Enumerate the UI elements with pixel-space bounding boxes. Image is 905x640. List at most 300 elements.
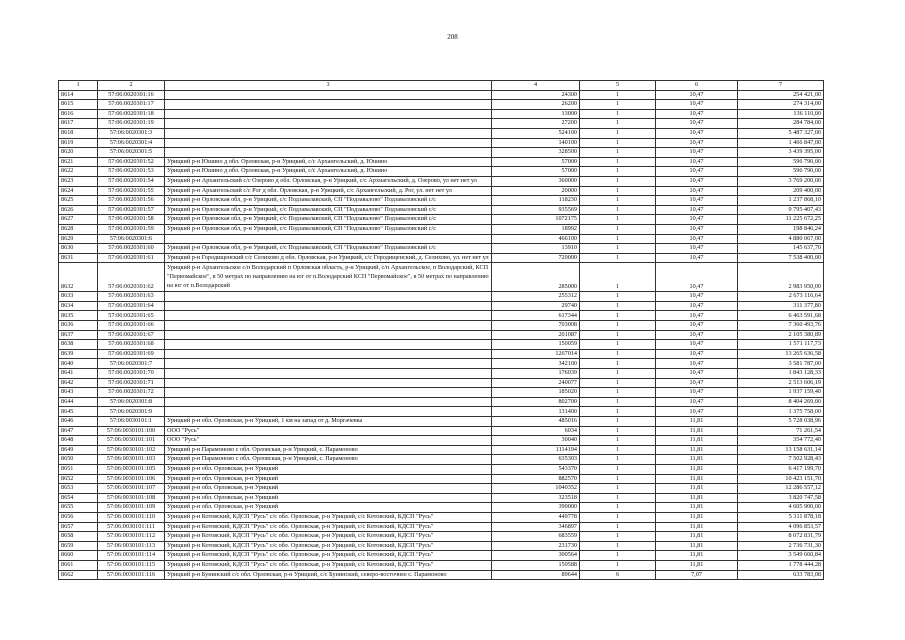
address-cell xyxy=(165,321,492,331)
area-cell: 342100 xyxy=(492,359,580,369)
count-cell: 1 xyxy=(580,90,656,100)
table-row xyxy=(59,301,824,311)
table-row xyxy=(59,128,824,138)
address-cell xyxy=(165,369,492,379)
table-row xyxy=(59,436,824,446)
count-cell: 1 xyxy=(580,330,656,340)
count-cell: 1 xyxy=(580,541,656,551)
rate-cell: 10,47 xyxy=(656,321,738,331)
area-cell: 131400 xyxy=(492,407,580,417)
table-row xyxy=(59,330,824,340)
table-row xyxy=(59,388,824,398)
cadastral-value-cell: 11 225 672,25 xyxy=(738,215,824,225)
column-header: 3 xyxy=(165,81,492,91)
count-cell: 1 xyxy=(580,138,656,148)
cadastral-number-cell: 57:06:0030101:114 xyxy=(98,551,165,561)
cadastral-number-cell: 57:06:0020301:62 xyxy=(98,263,165,292)
table-row xyxy=(59,253,824,263)
area-cell: 449778 xyxy=(492,512,580,522)
cadastral-value-cell: 284 784,00 xyxy=(738,119,824,129)
row-number-cell: 8647 xyxy=(59,426,98,436)
cadastral-number-cell: 57:06:0020301:5 xyxy=(98,148,165,158)
rate-cell: 10,47 xyxy=(656,340,738,350)
row-number-cell: 8662 xyxy=(59,570,98,580)
area-cell: 524100 xyxy=(492,128,580,138)
row-number-cell: 8642 xyxy=(59,378,98,388)
rate-cell: 10,47 xyxy=(656,301,738,311)
cadastral-number-cell: 57:06:0020301:56 xyxy=(98,196,165,206)
row-number-cell: 8637 xyxy=(59,330,98,340)
address-cell: Урицкий р-н Котовский, КДСП "Русь" с/с обл. Орловская, р-н Урицкий, с/с Котовский, КДСП "Русь" xyxy=(165,560,492,570)
count-cell: 1 xyxy=(580,532,656,542)
address-cell: Урицкий р-н Городищенский с/с Селихово д обл. Орловская, р-н Урицкий, с/с Городищенский, д. Селихово, ул. нет нет ул xyxy=(165,253,492,263)
row-number-cell: 8644 xyxy=(59,397,98,407)
row-number-cell: 8656 xyxy=(59,512,98,522)
cadastral-number-cell: 57:06:0020301:68 xyxy=(98,340,165,350)
rate-cell: 10,47 xyxy=(656,234,738,244)
area-cell: 30040 xyxy=(492,436,580,446)
rate-cell: 11,81 xyxy=(656,503,738,513)
area-cell: 140100 xyxy=(492,138,580,148)
column-header: 6 xyxy=(656,81,738,91)
row-number-cell: 8629 xyxy=(59,234,98,244)
row-number-cell: 8657 xyxy=(59,522,98,532)
cadastral-value-cell: 8 072 831,79 xyxy=(738,532,824,542)
area-cell: 360000 xyxy=(492,176,580,186)
cadastral-value-cell: 633 783,08 xyxy=(738,570,824,580)
row-number-cell: 8645 xyxy=(59,407,98,417)
row-number-cell: 8628 xyxy=(59,224,98,234)
address-cell xyxy=(165,90,492,100)
cadastral-number-cell: 57:06:0020301:55 xyxy=(98,186,165,196)
address-cell xyxy=(165,378,492,388)
table-row xyxy=(59,493,824,503)
cadastral-number-cell: 57:06:0020301:54 xyxy=(98,176,165,186)
rate-cell: 10,47 xyxy=(656,90,738,100)
cadastral-number-cell: 57:06:0020301:60 xyxy=(98,244,165,254)
address-cell xyxy=(165,397,492,407)
rate-cell: 10,47 xyxy=(656,397,738,407)
count-cell: 1 xyxy=(580,292,656,302)
cadastral-value-cell: 71 261,54 xyxy=(738,426,824,436)
count-cell: 1 xyxy=(580,503,656,513)
table-row xyxy=(59,167,824,177)
area-cell: 57000 xyxy=(492,157,580,167)
cadastral-value-cell: 1 571 117,73 xyxy=(738,340,824,350)
cadastral-number-cell: 57:06:0030101:115 xyxy=(98,560,165,570)
area-cell: 390000 xyxy=(492,503,580,513)
cadastral-number-cell: 57:06:0030101:105 xyxy=(98,464,165,474)
row-number-cell: 8660 xyxy=(59,551,98,561)
cadastral-number-cell: 57:06:0020301:71 xyxy=(98,378,165,388)
area-cell: 285000 xyxy=(492,263,580,292)
rate-cell: 7,07 xyxy=(656,570,738,580)
count-cell: 1 xyxy=(580,359,656,369)
row-number-cell: 8646 xyxy=(59,417,98,427)
count-cell: 1 xyxy=(580,301,656,311)
cadastral-value-cell: 1 375 758,00 xyxy=(738,407,824,417)
count-cell: 1 xyxy=(580,109,656,119)
rate-cell: 10,47 xyxy=(656,311,738,321)
table-row xyxy=(59,426,824,436)
area-cell: 1040352 xyxy=(492,484,580,494)
table-row xyxy=(59,109,824,119)
cadastral-number-cell: 57:06:0020301:53 xyxy=(98,167,165,177)
cadastral-value-cell: 2 983 950,00 xyxy=(738,263,824,292)
area-cell: 466100 xyxy=(492,234,580,244)
rate-cell: 10,47 xyxy=(656,407,738,417)
cadastral-value-cell: 5 728 038,96 xyxy=(738,417,824,427)
cadastral-value-cell: 311 377,80 xyxy=(738,301,824,311)
cadastral-value-cell: 7 360 493,76 xyxy=(738,321,824,331)
cadastral-number-cell: 57:06:0020301:3 xyxy=(98,128,165,138)
rate-cell: 11,81 xyxy=(656,474,738,484)
column-header: 2 xyxy=(98,81,165,91)
rate-cell: 10,47 xyxy=(656,330,738,340)
row-number-cell: 8643 xyxy=(59,388,98,398)
table-row xyxy=(59,484,824,494)
rate-cell: 10,47 xyxy=(656,224,738,234)
address-cell xyxy=(165,388,492,398)
cadastral-number-cell: 57:06:0030101:116 xyxy=(98,570,165,580)
row-number-cell: 8652 xyxy=(59,474,98,484)
area-cell: 185020 xyxy=(492,388,580,398)
table-row xyxy=(59,369,824,379)
address-cell xyxy=(165,100,492,110)
count-cell: 1 xyxy=(580,407,656,417)
count-cell: 1 xyxy=(580,340,656,350)
rate-cell: 11,81 xyxy=(656,426,738,436)
row-number-cell: 8615 xyxy=(59,100,98,110)
cadastral-value-cell: 2 105 380,89 xyxy=(738,330,824,340)
count-cell: 1 xyxy=(580,157,656,167)
address-cell: Урицкий р-н обл. Орловская, р-н Урицкий xyxy=(165,484,492,494)
address-cell xyxy=(165,407,492,417)
count-cell: 1 xyxy=(580,445,656,455)
column-header: 5 xyxy=(580,81,656,91)
count-cell: 1 xyxy=(580,417,656,427)
cadastral-number-cell: 57:06:0030101:102 xyxy=(98,445,165,455)
area-cell: 150059 xyxy=(492,340,580,350)
count-cell: 1 xyxy=(580,397,656,407)
row-number-cell: 8649 xyxy=(59,445,98,455)
address-cell: ООО "Русь" xyxy=(165,436,492,446)
rate-cell: 11,81 xyxy=(656,560,738,570)
table-row xyxy=(59,397,824,407)
rate-cell: 11,81 xyxy=(656,493,738,503)
count-cell: 1 xyxy=(580,560,656,570)
cadastral-number-cell: 57:06:0020301:72 xyxy=(98,388,165,398)
cadastral-value-cell: 596 790,00 xyxy=(738,157,824,167)
cadastral-number-cell: 57:06:0020301:66 xyxy=(98,321,165,331)
column-header: 4 xyxy=(492,81,580,91)
cadastral-value-cell: 198 846,24 xyxy=(738,224,824,234)
count-cell: 1 xyxy=(580,436,656,446)
count-cell: 1 xyxy=(580,378,656,388)
area-cell: 543370 xyxy=(492,464,580,474)
cadastral-value-cell: 4 605 900,00 xyxy=(738,503,824,513)
area-cell: 24300 xyxy=(492,90,580,100)
cadastral-value-cell: 1 778 444,28 xyxy=(738,560,824,570)
address-cell xyxy=(165,301,492,311)
row-number-cell: 8622 xyxy=(59,167,98,177)
address-cell: Урицкий р-н Орловская обл, р-н Урицкий, с/с Подзавалавский, СП "Подзавалово" Подзаваловский с/с xyxy=(165,215,492,225)
table-row xyxy=(59,532,824,542)
table-row xyxy=(59,311,824,321)
row-number-cell: 8621 xyxy=(59,157,98,167)
row-number-cell: 8614 xyxy=(59,90,98,100)
table-row xyxy=(59,234,824,244)
cadastral-number-cell: 57:06:0020301:67 xyxy=(98,330,165,340)
address-cell xyxy=(165,349,492,359)
area-cell: 27200 xyxy=(492,119,580,129)
rate-cell: 10,47 xyxy=(656,167,738,177)
cadastral-number-cell: 57:06:0030101:100 xyxy=(98,426,165,436)
table-row xyxy=(59,215,824,225)
table-row xyxy=(59,90,824,100)
cadastral-number-cell: 57:06:0030101:108 xyxy=(98,493,165,503)
address-cell: Урицкий р-н Котовский, КДСП "Русь" с/с обл. Орловская, р-н Урицкий, с/с Котовский, КДСП "Русь" xyxy=(165,512,492,522)
area-cell: 176039 xyxy=(492,369,580,379)
area-cell: 802700 xyxy=(492,397,580,407)
rate-cell: 10,47 xyxy=(656,388,738,398)
cadastral-number-cell: 57:06:0030101:107 xyxy=(98,484,165,494)
cadastral-number-cell: 57:06:0030101:112 xyxy=(98,532,165,542)
row-number-cell: 8631 xyxy=(59,253,98,263)
cadastral-value-cell: 3 820 747,58 xyxy=(738,493,824,503)
row-number-cell: 8641 xyxy=(59,369,98,379)
cadastral-value-cell: 274 314,00 xyxy=(738,100,824,110)
row-number-cell: 8634 xyxy=(59,301,98,311)
area-cell: 201087 xyxy=(492,330,580,340)
rate-cell: 10,47 xyxy=(656,100,738,110)
address-cell xyxy=(165,138,492,148)
cadastral-value-cell: 3 769 200,00 xyxy=(738,176,824,186)
cadastral-number-cell: 57:06:0020301:65 xyxy=(98,311,165,321)
rate-cell: 10,47 xyxy=(656,263,738,292)
address-cell: Урицкий р-н Котовский, КДСП "Русь" с/с обл. Орловская, р-н Урицкий, с/с Котовский, КДСП "Русь" xyxy=(165,522,492,532)
address-cell: Урицкий р-н Орловская обл, р-н Урицкий, с/с Подзавалавский, СП "Подзавалово" Подзаваловский с/с xyxy=(165,196,492,206)
table-row xyxy=(59,340,824,350)
table-row xyxy=(59,522,824,532)
rate-cell: 10,47 xyxy=(656,109,738,119)
area-cell: 635303 xyxy=(492,455,580,465)
cadastral-value-cell: 1 937 159,40 xyxy=(738,388,824,398)
rate-cell: 11,81 xyxy=(656,417,738,427)
address-cell: Урицкий р-н обл. Орловская, р-н Урицкий xyxy=(165,503,492,513)
cadastral-value-cell: 6 463 591,68 xyxy=(738,311,824,321)
cadastral-value-cell: 1 237 868,10 xyxy=(738,196,824,206)
rate-cell: 10,47 xyxy=(656,157,738,167)
table-row xyxy=(59,503,824,513)
rate-cell: 10,47 xyxy=(656,369,738,379)
row-number-cell: 8638 xyxy=(59,340,98,350)
cadastral-value-cell: 7 538 400,00 xyxy=(738,253,824,263)
count-cell: 1 xyxy=(580,349,656,359)
cadastral-value-cell: 354 772,40 xyxy=(738,436,824,446)
header-row xyxy=(59,81,824,91)
rate-cell: 10,47 xyxy=(656,138,738,148)
cadastral-value-cell: 4 880 067,00 xyxy=(738,234,824,244)
address-cell: Урицкий р-н Котовский, КДСП "Русь" с/с обл. Орловская, р-н Урицкий, с/с Котовский, КДСП "Русь" xyxy=(165,541,492,551)
count-cell: 1 xyxy=(580,176,656,186)
table-row xyxy=(59,570,824,580)
cadastral-number-cell: 57:06:0030101:110 xyxy=(98,512,165,522)
rate-cell: 10,47 xyxy=(656,349,738,359)
area-cell: 240077 xyxy=(492,378,580,388)
cadastral-number-cell: 57:06:0020301:19 xyxy=(98,119,165,129)
address-cell: Урицкий р-н Парамоново с обл. Орловская, р-н Урицкий, с. Парамоново xyxy=(165,445,492,455)
address-cell: Урицкий р-н Архангельский с/с Рог д обл. Орловская, р-н Урицкий, с/с Архангельский, д. Рог, ул. нет нет ул xyxy=(165,186,492,196)
table-row xyxy=(59,474,824,484)
cadastral-number-cell: 57:06:0020301:59 xyxy=(98,224,165,234)
address-cell: ООО "Русь" xyxy=(165,426,492,436)
area-cell: 13910 xyxy=(492,244,580,254)
address-cell: Урицкий р-н Архангельский с/с Озерово д обл. Орловская, р-н Урицкий, с/с Архнагельский, д. Озерово, ул нет нет ул xyxy=(165,176,492,186)
cadastral-number-cell: 57:06:0020301:58 xyxy=(98,215,165,225)
area-cell: 26200 xyxy=(492,100,580,110)
row-number-cell: 8619 xyxy=(59,138,98,148)
address-cell xyxy=(165,128,492,138)
table-row xyxy=(59,407,824,417)
row-number-cell: 8620 xyxy=(59,148,98,158)
cadastral-value-cell: 6 417 199,70 xyxy=(738,464,824,474)
table-row xyxy=(59,148,824,158)
table-row xyxy=(59,196,824,206)
table-row xyxy=(59,445,824,455)
row-number-cell: 8630 xyxy=(59,244,98,254)
page-number: 208 xyxy=(447,33,458,41)
area-cell: 6034 xyxy=(492,426,580,436)
rate-cell: 10,47 xyxy=(656,244,738,254)
address-cell: Урицкий р-н Орловская обл, р-н Урицкий, с/с Подзавалавский, СП "Подзавалово" Подзаваловский с/с xyxy=(165,244,492,254)
address-cell: Урицкий р-н Бунинский с/с обл. Орловская, р-н Урицкий, с/с Бунинский, северо-восточнее с. Парамоново xyxy=(165,570,492,580)
rate-cell: 10,47 xyxy=(656,176,738,186)
table-row xyxy=(59,138,824,148)
address-cell xyxy=(165,234,492,244)
row-number-cell: 8626 xyxy=(59,205,98,215)
address-cell: Урицкий р-н Котовский, КДСП "Русь" с/с обл. Орловская, р-н Урицкий, с/с Котовский, КДСП "Русь" xyxy=(165,532,492,542)
address-cell xyxy=(165,311,492,321)
area-cell: 683559 xyxy=(492,532,580,542)
count-cell: 1 xyxy=(580,426,656,436)
row-number-cell: 8636 xyxy=(59,321,98,331)
address-cell: Урицкий р-н обл. Орловская, р-н Урицкий xyxy=(165,464,492,474)
column-header: 1 xyxy=(59,81,98,91)
row-number-cell: 8624 xyxy=(59,186,98,196)
cadastral-value-cell: 3 549 660,84 xyxy=(738,551,824,561)
rate-cell: 10,47 xyxy=(656,128,738,138)
rate-cell: 11,81 xyxy=(656,551,738,561)
rate-cell: 10,47 xyxy=(656,292,738,302)
table-row xyxy=(59,205,824,215)
rate-cell: 11,81 xyxy=(656,445,738,455)
count-cell: 1 xyxy=(580,464,656,474)
address-cell xyxy=(165,109,492,119)
cadastral-number-cell: 57:06:0020301:9 xyxy=(98,407,165,417)
table-row xyxy=(59,176,824,186)
rate-cell: 11,81 xyxy=(656,464,738,474)
count-cell: 1 xyxy=(580,455,656,465)
area-cell: 617344 xyxy=(492,311,580,321)
address-cell: Урицкий р-н обл. Орловская, р-н Урицкий xyxy=(165,493,492,503)
row-number-cell: 8658 xyxy=(59,532,98,542)
cadastral-value-cell: 13 265 636,58 xyxy=(738,349,824,359)
count-cell: 1 xyxy=(580,484,656,494)
area-cell: 1072175 xyxy=(492,215,580,225)
count-cell: 1 xyxy=(580,321,656,331)
count-cell: 1 xyxy=(580,551,656,561)
count-cell: 1 xyxy=(580,512,656,522)
cadastral-number-cell: 57:06:0020301:63 xyxy=(98,292,165,302)
row-number-cell: 8623 xyxy=(59,176,98,186)
row-number-cell: 8617 xyxy=(59,119,98,129)
cadastral-value-cell: 209 400,00 xyxy=(738,186,824,196)
area-cell: 323518 xyxy=(492,493,580,503)
count-cell: 1 xyxy=(580,311,656,321)
count-cell: 1 xyxy=(580,100,656,110)
count-cell: 1 xyxy=(580,224,656,234)
cadastral-number-cell: 57:06:0020301:17 xyxy=(98,100,165,110)
area-cell: 300564 xyxy=(492,551,580,561)
cadastral-value-cell: 136 110,00 xyxy=(738,109,824,119)
address-cell xyxy=(165,292,492,302)
cadastral-value-cell: 2 736 731,30 xyxy=(738,541,824,551)
row-number-cell: 8648 xyxy=(59,436,98,446)
count-cell: 1 xyxy=(580,522,656,532)
address-cell: Урицкий р-н обл. Орловская, р-н Урицкий, 1 км на запад от д. Моргачевка xyxy=(165,417,492,427)
row-number-cell: 8639 xyxy=(59,349,98,359)
cadastral-value-cell: 1 466 847,00 xyxy=(738,138,824,148)
cadastral-value-cell: 5 311 878,18 xyxy=(738,512,824,522)
table-row xyxy=(59,244,824,254)
cadastral-number-cell: 57:06:0020301:69 xyxy=(98,349,165,359)
cadastral-number-cell: 57:06:0020301:8 xyxy=(98,397,165,407)
count-cell: 1 xyxy=(580,263,656,292)
table-row xyxy=(59,349,824,359)
cadastral-value-cell: 8 404 269,00 xyxy=(738,397,824,407)
cadastral-value-cell: 145 637,70 xyxy=(738,244,824,254)
count-cell: 1 xyxy=(580,186,656,196)
rate-cell: 10,47 xyxy=(656,215,738,225)
rate-cell: 11,81 xyxy=(656,522,738,532)
area-cell: 328500 xyxy=(492,148,580,158)
area-cell: 57000 xyxy=(492,167,580,177)
row-number-cell: 8653 xyxy=(59,484,98,494)
table-row xyxy=(59,321,824,331)
count-cell: 1 xyxy=(580,388,656,398)
count-cell: 1 xyxy=(580,493,656,503)
cadastral-value-cell: 1 843 128,33 xyxy=(738,369,824,379)
address-cell: Урицкий р-н Юшино д обл. Орловская, р-н Урицкий, с/с Архангельский, д. Юшино xyxy=(165,167,492,177)
rate-cell: 10,47 xyxy=(656,253,738,263)
cadastral-value-cell: 10 423 151,70 xyxy=(738,474,824,484)
cadastral-value-cell: 3 439 395,00 xyxy=(738,148,824,158)
count-cell: 1 xyxy=(580,369,656,379)
cadastral-value-cell: 4 096 853,57 xyxy=(738,522,824,532)
area-cell: 89644 xyxy=(492,570,580,580)
area-cell: 485016 xyxy=(492,417,580,427)
area-cell: 346897 xyxy=(492,522,580,532)
table-row xyxy=(59,292,824,302)
table-row xyxy=(59,464,824,474)
row-number-cell: 8618 xyxy=(59,128,98,138)
cadastral-value-cell: 12 286 557,12 xyxy=(738,484,824,494)
cadastral-value-cell: 2 673 116,64 xyxy=(738,292,824,302)
area-cell: 882570 xyxy=(492,474,580,484)
row-number-cell: 8661 xyxy=(59,560,98,570)
cadastral-number-cell: 57:06:0020301:6 xyxy=(98,234,165,244)
